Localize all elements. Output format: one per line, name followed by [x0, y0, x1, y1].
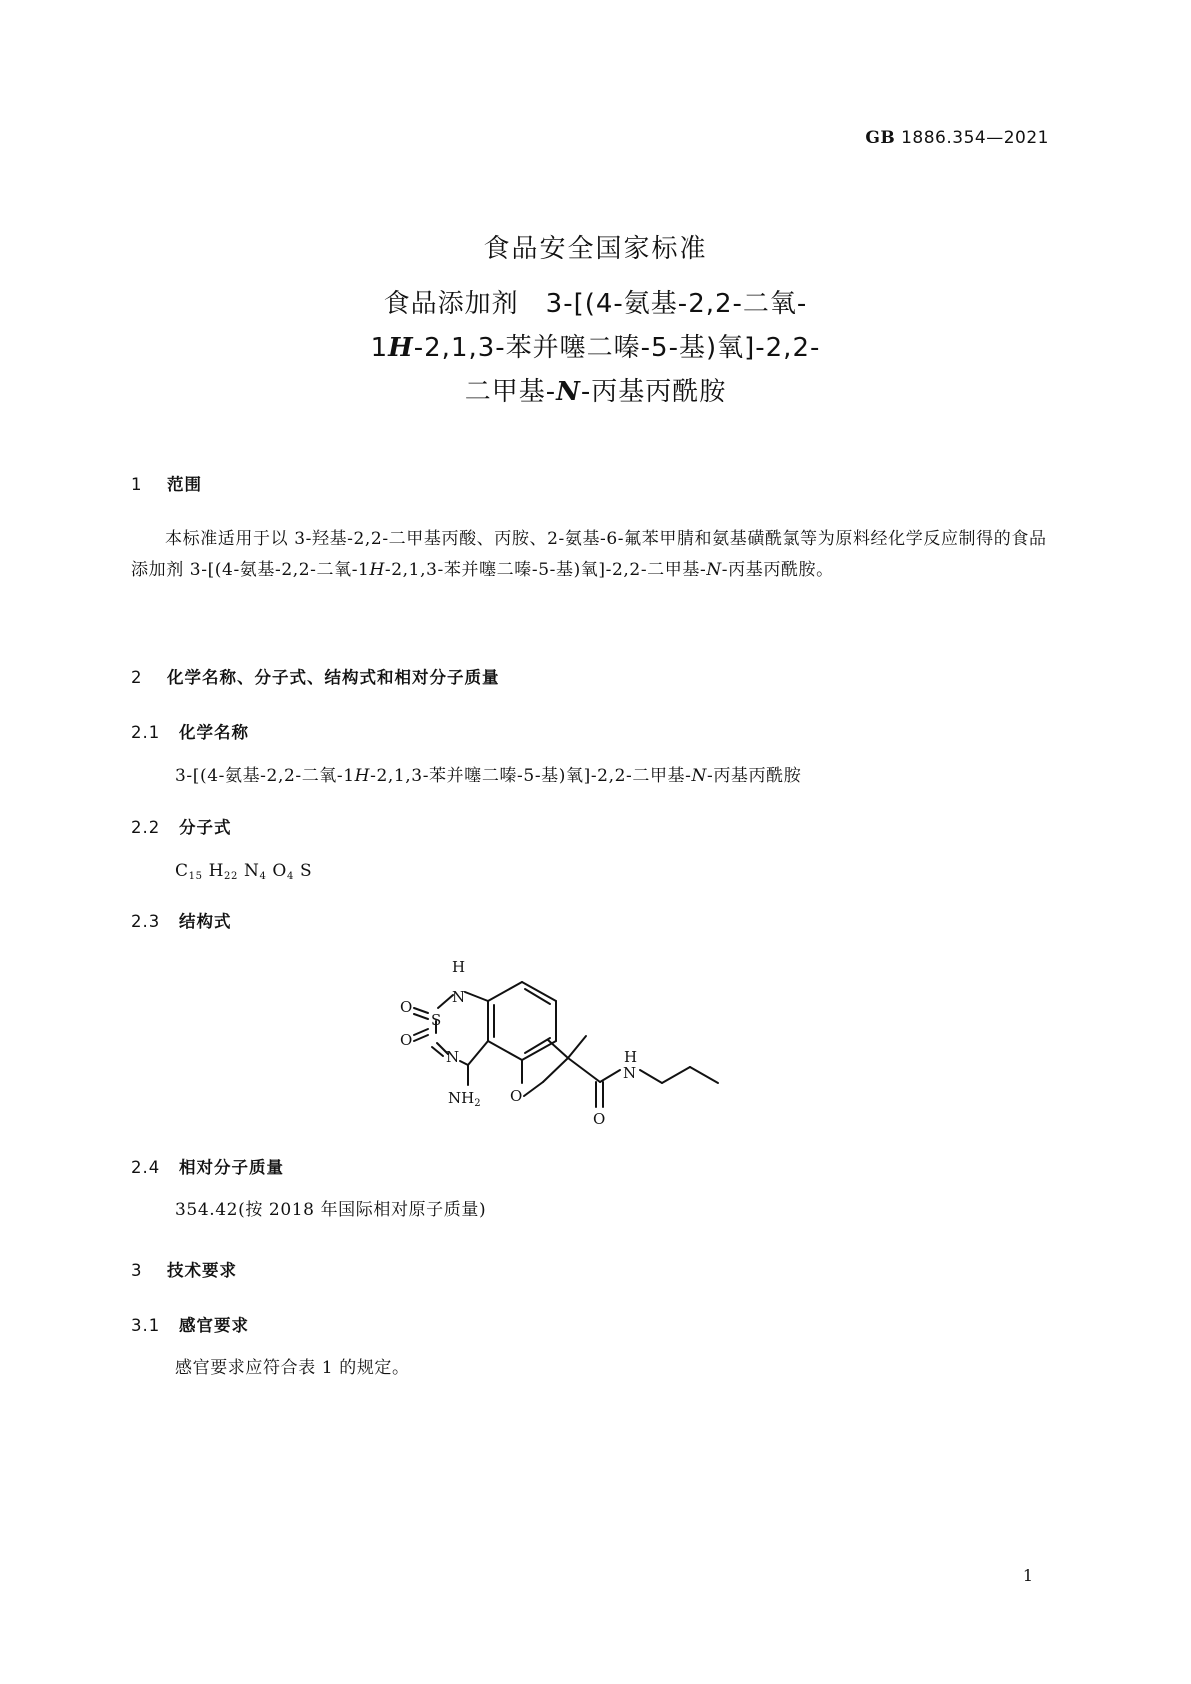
formula-element: N	[243, 861, 260, 881]
chem-name-b: -2,1,3-苯并噻二嗪-5-基)氧]-2,2-二甲基-	[370, 766, 692, 786]
molecular-weight: 354.42(按 2018 年国际相对原子质量)	[175, 1200, 487, 1220]
atom-label-ether-o: O	[510, 1087, 523, 1105]
atom-label-carbonyl-o: O	[593, 1110, 606, 1128]
section-3-1-heading	[131, 1312, 249, 1336]
sensory-requirement-text: 感官要求应符合表 1 的规定。	[175, 1358, 410, 1378]
standard-number: 1886.354—2021	[901, 128, 1049, 148]
section-title: 分子式	[179, 818, 232, 837]
chemical-name	[175, 761, 801, 792]
section-title: 范围	[167, 475, 202, 494]
section-1-paragraph	[131, 524, 1059, 586]
standard-code	[865, 128, 1049, 148]
atom-label-o2: O	[400, 1031, 413, 1049]
formula-element: S	[299, 861, 313, 881]
section-number: 2	[131, 668, 143, 687]
chem-name-italic-n: N	[691, 766, 707, 786]
title-line-3	[0, 371, 1191, 408]
chem-name-italic-h: H	[354, 766, 371, 786]
para-text-c: -丙基丙酰胺。	[721, 560, 834, 580]
title-line-2-post: -2,1,3-苯并噻二嗪-5-基)氧]-2,2-	[413, 333, 821, 363]
section-2-heading	[131, 664, 500, 688]
section-title: 相对分子质量	[179, 1158, 284, 1177]
para-text-b: -2,1,3-苯并噻二嗪-5-基)氧]-2,2-二甲基-	[384, 560, 707, 580]
title-line-1: 食品添加剂 3-[(4-氨基-2,2-二氧-	[383, 289, 808, 319]
atom-label-n1: N	[452, 988, 466, 1006]
section-number: 1	[131, 475, 143, 494]
para-text-a: 本标准适用于以 3-羟基-2,2-二甲基丙酸、丙胺、2-氨基-6-氟苯甲腈和氨基磺酰氯等为原料经化学反应制得的食品添加剂 3-[(4-氨基-2,2-二氧-1	[131, 529, 1047, 580]
section-3-heading	[131, 1257, 237, 1281]
section-title: 感官要求	[179, 1316, 249, 1335]
section-title: 化学名称、分子式、结构式和相对分子质量	[167, 668, 500, 687]
section-2-1-heading	[131, 719, 249, 743]
section-number: 2.3	[131, 912, 161, 931]
section-number: 3	[131, 1261, 143, 1280]
formula-element: C	[175, 861, 189, 881]
section-title: 技术要求	[167, 1261, 237, 1280]
title-line-2	[0, 327, 1191, 364]
formula-count: 15	[188, 871, 203, 882]
atom-label-n3: N	[446, 1048, 460, 1066]
title-italic-n: N	[556, 377, 581, 407]
document-title: 食品安全国家标准	[483, 234, 708, 264]
chem-name-a: 3-[(4-氨基-2,2-二氧-1	[175, 766, 355, 786]
formula-element: O	[272, 861, 287, 881]
formula-count: 22	[224, 871, 238, 882]
page-number: 1	[1022, 1566, 1033, 1585]
section-number: 2.2	[131, 818, 161, 837]
atom-label-amide-n: N	[623, 1064, 637, 1082]
section-2-2-heading	[131, 814, 232, 838]
section-1-heading	[131, 471, 202, 495]
atom-label-amide-h: H	[624, 1048, 638, 1066]
section-number: 2.4	[131, 1158, 161, 1177]
atom-label-o1: O	[400, 998, 413, 1016]
title-italic-h: H	[388, 333, 414, 363]
chem-name-c: -丙基丙酰胺	[706, 766, 802, 786]
section-number: 3.1	[131, 1316, 161, 1335]
atom-label-h: H	[452, 958, 466, 976]
para-italic-n: N	[706, 560, 722, 580]
title-line-2-pre: 1	[370, 333, 389, 363]
title-line-3-pre: 二甲基-	[464, 377, 557, 407]
section-2-3-heading	[131, 908, 232, 932]
structural-formula	[400, 955, 800, 1165]
atom-label-s: S	[431, 1011, 442, 1029]
formula-count: 4	[259, 871, 267, 882]
atom-label-nh2: $NH_2$	[448, 1089, 481, 1109]
para-italic-h: H	[369, 560, 385, 580]
section-title: 化学名称	[179, 723, 249, 742]
standard-prefix: GB	[865, 128, 896, 148]
title-line-3-post: -丙基丙酰胺	[580, 377, 727, 407]
molecular-formula	[175, 856, 312, 892]
section-title: 结构式	[179, 912, 232, 931]
section-number: 2.1	[131, 723, 161, 742]
formula-count: 4	[286, 871, 294, 882]
formula-element: H	[208, 861, 224, 881]
section-2-4-heading	[131, 1154, 284, 1178]
